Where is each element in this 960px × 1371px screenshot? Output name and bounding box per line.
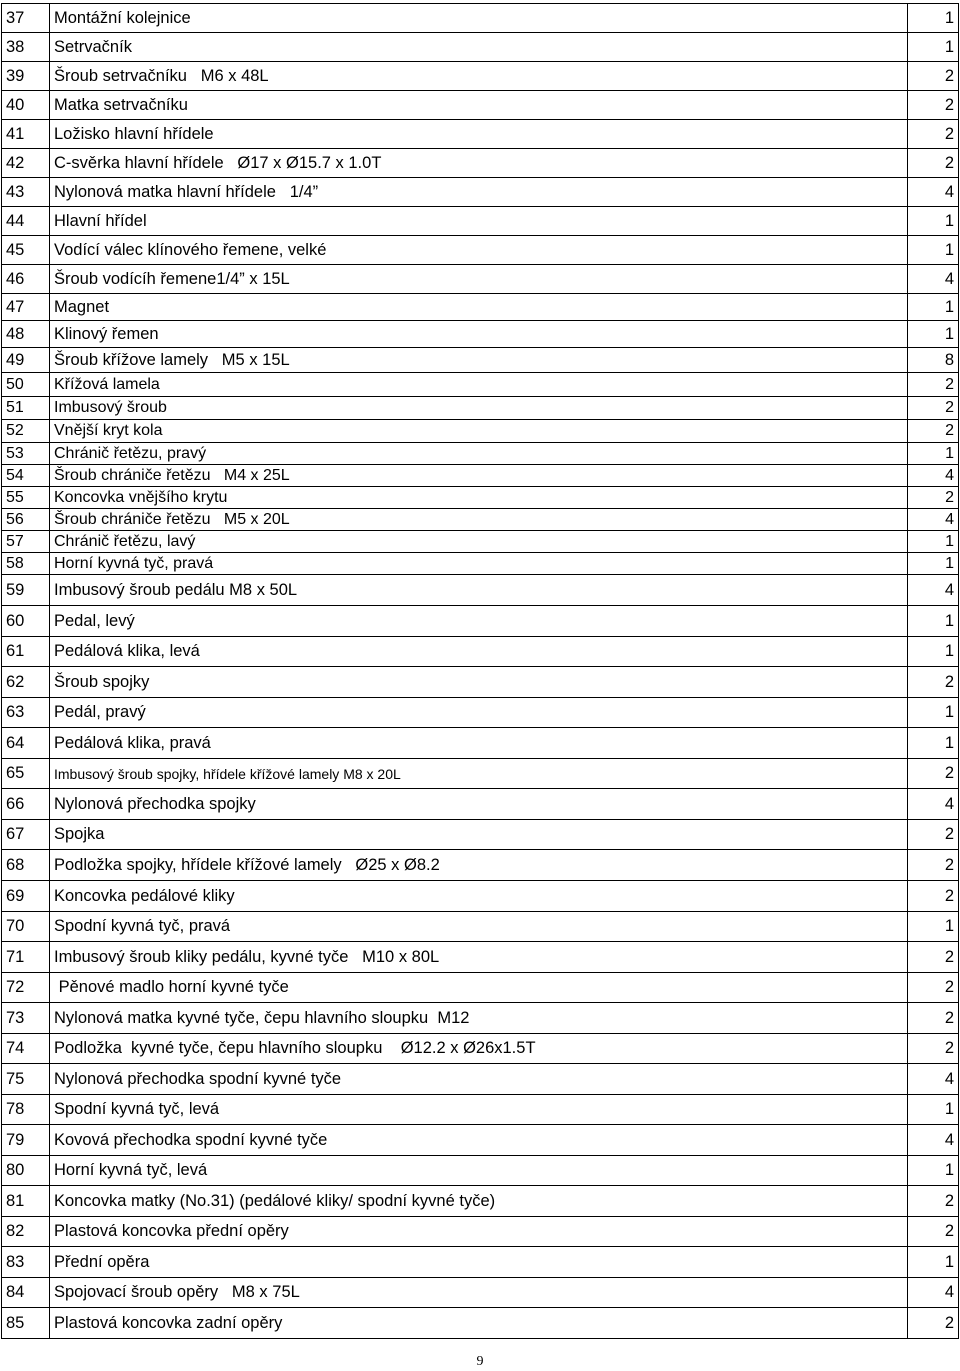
part-name: Hlavní hřídel [50,207,908,236]
part-quantity: 2 [908,1308,959,1339]
table-row [2,1064,959,1095]
part-name: Křížová lamela [50,373,908,397]
part-quantity: 1 [908,33,959,62]
part-quantity: 2 [908,942,959,973]
part-quantity: 4 [908,265,959,294]
part-name: Šroub spojky [50,667,908,698]
part-name: Podložka kyvné tyče, čepu hlavního sloupku Ø12.2 x Ø26x1.5T [50,1034,908,1064]
table-row [2,698,959,728]
table-row [2,373,959,397]
part-quantity: 1 [908,443,959,465]
table-row [2,91,959,120]
part-number: 59 [2,575,50,606]
table-row [2,1217,959,1247]
part-number: 55 [2,487,50,509]
part-number: 58 [2,553,50,575]
part-name: Imbusový šroub kliky pedálu, kyvné tyče M10 x 80L [50,942,908,973]
table-row [2,1003,959,1034]
part-number: 37 [2,4,50,33]
table-row [2,553,959,575]
part-name: Horní kyvná tyč, pravá [50,553,908,575]
part-number: 68 [2,850,50,881]
part-quantity: 1 [908,1247,959,1278]
part-name: Setrvačník [50,33,908,62]
table-row [2,120,959,149]
part-quantity: 2 [908,820,959,850]
part-number: 84 [2,1278,50,1308]
part-number: 75 [2,1064,50,1095]
part-quantity: 2 [908,1186,959,1217]
part-number: 53 [2,443,50,465]
part-name: Plastová koncovka přední opěry [50,1217,908,1247]
table-row [2,728,959,759]
part-quantity: 1 [908,553,959,575]
part-quantity: 2 [908,1034,959,1064]
part-number: 65 [2,759,50,789]
part-name: Koncovka matky (No.31) (pedálové kliky/ spodní kyvné tyče) [50,1186,908,1217]
table-row [2,62,959,91]
part-number: 72 [2,973,50,1003]
part-number: 40 [2,91,50,120]
table-row [2,1156,959,1186]
part-number: 69 [2,881,50,912]
table-row [2,1034,959,1064]
part-number: 71 [2,942,50,973]
part-name: Klinový řemen [50,321,908,348]
table-row [2,942,959,973]
table-row [2,531,959,553]
part-quantity: 2 [908,881,959,912]
part-name: Šroub chrániče řetězu M5 x 20L [50,509,908,531]
part-quantity: 1 [908,1156,959,1186]
part-number: 51 [2,397,50,420]
table-row [2,1125,959,1156]
part-number: 61 [2,637,50,667]
table-row [2,265,959,294]
part-number: 63 [2,698,50,728]
table-row [2,294,959,321]
part-quantity: 1 [908,606,959,637]
part-name: Imbusový šroub pedálu M8 x 50L [50,575,908,606]
table-row [2,606,959,637]
part-number: 64 [2,728,50,759]
table-row [2,820,959,850]
table-row [2,33,959,62]
table-row [2,1247,959,1278]
parts-list-table [1,3,959,1339]
part-name: Horní kyvná tyč, levá [50,1156,908,1186]
part-name: Magnet [50,294,908,321]
table-row [2,850,959,881]
part-quantity: 2 [908,667,959,698]
table-row [2,321,959,348]
part-number: 82 [2,1217,50,1247]
part-number: 66 [2,789,50,820]
part-quantity: 1 [908,1095,959,1125]
part-name: Chránič řetězu, pravý [50,443,908,465]
part-quantity: 4 [908,465,959,487]
part-quantity: 1 [908,637,959,667]
table-row [2,1278,959,1308]
part-name: Vnější kryt kola [50,420,908,443]
table-row [2,1095,959,1125]
part-number: 52 [2,420,50,443]
part-quantity: 2 [908,373,959,397]
table-row [2,789,959,820]
table-row [2,881,959,912]
part-number: 83 [2,1247,50,1278]
part-name: Šroub setrvačníku M6 x 48L [50,62,908,91]
part-quantity: 4 [908,1064,959,1095]
table-row [2,912,959,942]
part-quantity: 2 [908,420,959,443]
part-name: Nylonová přechodka spojky [50,789,908,820]
part-number: 57 [2,531,50,553]
table-row [2,575,959,606]
part-name: Pedal, levý [50,606,908,637]
part-number: 85 [2,1308,50,1339]
part-name: Pedálová klika, levá [50,637,908,667]
part-quantity: 2 [908,1217,959,1247]
part-number: 45 [2,236,50,265]
part-number: 46 [2,265,50,294]
part-number: 70 [2,912,50,942]
table-row [2,443,959,465]
part-quantity: 1 [908,236,959,265]
part-name: Spodní kyvná tyč, levá [50,1095,908,1125]
part-quantity: 4 [908,1125,959,1156]
part-name: Spojovací šroub opěry M8 x 75L [50,1278,908,1308]
part-name: Kovová přechodka spodní kyvné tyče [50,1125,908,1156]
table-row [2,637,959,667]
part-name: Vodící válec klínového řemene, velké [50,236,908,265]
part-name: Koncovka vnějšího krytu [50,487,908,509]
part-name: Koncovka pedálové kliky [50,881,908,912]
part-quantity: 2 [908,149,959,178]
part-quantity: 4 [908,1278,959,1308]
part-quantity: 2 [908,62,959,91]
part-name: C-svěrka hlavní hřídele Ø17 x Ø15.7 x 1.0T [50,149,908,178]
part-name: Nylonová matka hlavní hřídele 1/4” [50,178,908,207]
part-name: Plastová koncovka zadní opěry [50,1308,908,1339]
table-row [2,1186,959,1217]
part-number: 48 [2,321,50,348]
part-quantity: 2 [908,120,959,149]
part-number: 43 [2,178,50,207]
part-quantity: 1 [908,321,959,348]
part-quantity: 1 [908,294,959,321]
page-number: 9 [476,1354,484,1369]
part-number: 73 [2,1003,50,1034]
part-number: 44 [2,207,50,236]
part-name: Matka setrvačníku [50,91,908,120]
part-number: 81 [2,1186,50,1217]
table-row [2,759,959,789]
part-number: 42 [2,149,50,178]
part-quantity: 2 [908,973,959,1003]
part-number: 56 [2,509,50,531]
part-name: Pedál, pravý [50,698,908,728]
table-row [2,178,959,207]
table-row [2,348,959,373]
part-number: 78 [2,1095,50,1125]
part-name: Šroub vodícíh řemene1/4” x 15L [50,265,908,294]
part-number: 39 [2,62,50,91]
part-quantity: 4 [908,509,959,531]
table-row [2,509,959,531]
part-name: Spodní kyvná tyč, pravá [50,912,908,942]
part-number: 41 [2,120,50,149]
part-quantity: 1 [908,912,959,942]
part-number: 60 [2,606,50,637]
table-row [2,667,959,698]
part-name: Nylonová matka kyvné tyče, čepu hlavního sloupku M12 [50,1003,908,1034]
part-quantity: 4 [908,178,959,207]
part-name: Pěnové madlo horní kyvné tyče [50,973,908,1003]
part-quantity: 1 [908,698,959,728]
part-name: Ložisko hlavní hřídele [50,120,908,149]
part-quantity: 2 [908,1003,959,1034]
part-number: 49 [2,348,50,373]
table-row [2,420,959,443]
part-name: Podložka spojky, hřídele křížové lamely Ø25 x Ø8.2 [50,850,908,881]
table-row [2,973,959,1003]
part-quantity: 1 [908,207,959,236]
part-number: 74 [2,1034,50,1064]
part-name: Chránič řetězu, lavý [50,531,908,553]
part-number: 38 [2,33,50,62]
part-number: 47 [2,294,50,321]
table-row [2,1308,959,1339]
part-name: Imbusový šroub [50,397,908,420]
part-name: Spojka [50,820,908,850]
table-row [2,465,959,487]
part-quantity: 1 [908,728,959,759]
parts-list-body [2,4,959,1339]
table-row [2,4,959,33]
part-name: Přední opěra [50,1247,908,1278]
part-name: Pedálová klika, pravá [50,728,908,759]
part-quantity: 2 [908,850,959,881]
table-row [2,149,959,178]
table-row [2,397,959,420]
part-number: 67 [2,820,50,850]
part-number: 80 [2,1156,50,1186]
part-quantity: 2 [908,487,959,509]
part-quantity: 1 [908,4,959,33]
part-name: Šroub křížove lamely M5 x 15L [50,348,908,373]
part-number: 62 [2,667,50,698]
table-row [2,236,959,265]
part-quantity: 1 [908,531,959,553]
part-number: 50 [2,373,50,397]
part-number: 54 [2,465,50,487]
part-quantity: 2 [908,397,959,420]
part-quantity: 2 [908,91,959,120]
part-name: Montážní kolejnice [50,4,908,33]
part-name: Šroub chrániče řetězu M4 x 25L [50,465,908,487]
part-name: Imbusový šroub spojky, hřídele křížové lamely M8 x 20L [50,759,908,789]
part-number: 79 [2,1125,50,1156]
part-quantity: 2 [908,759,959,789]
table-row [2,207,959,236]
table-row [2,487,959,509]
part-quantity: 4 [908,575,959,606]
part-quantity: 4 [908,789,959,820]
part-name: Nylonová přechodka spodní kyvné tyče [50,1064,908,1095]
part-quantity: 8 [908,348,959,373]
